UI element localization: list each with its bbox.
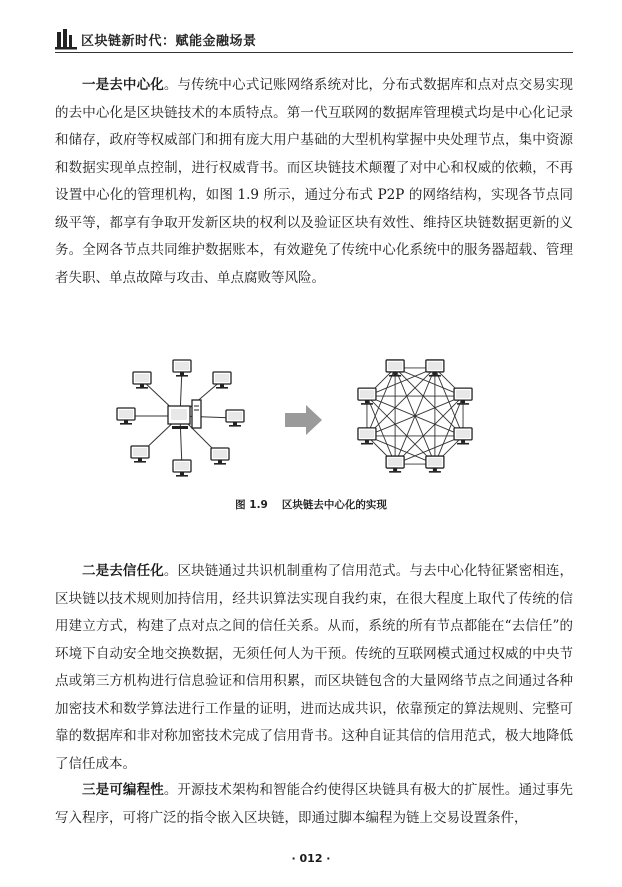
paragraph-body: 。开源技术架构和智能合约使得区块链具有极大的扩展性。通过事先写入程序，可将广泛的指令嵌入区块链，即通过脚本编程为链上交易设置条件，: [55, 782, 574, 826]
peer-computer-icon: [426, 456, 444, 473]
peer-connection-line: [395, 368, 463, 436]
figure-title: 区块链去中心化的实现: [281, 499, 387, 511]
paragraph-body: 。与传统中心式记账网络系统对比，分布式数据库和点对点交易实现的去中心化是区块链技术的本质特点。第一代互联网的数据库管理模式均是中心化记录和储存，政府等权威部门和拥有庞大用户基础的大型机构掌握中央处理节点，集中资源和数据实现单点控制，进行权威背书。而区块链技术颠覆了对中心和权威的依赖，不再设置中心化的管理机构，如图 1.9 所示，通过分布式 P2P 的网络结构，实现各节点同级平等，都享有争取开发新区块的权利以及验证区块有效性、维持区块链数据更新的义务。全网各节点共同维护数据账本，有效避免了传统中心化系统中的服务器超载、管理者失职、单点故障与攻击、单点腐败等风险。: [55, 77, 574, 286]
arrow-right-icon: [285, 405, 322, 435]
page-number: · 012 ·: [291, 852, 331, 865]
centralized-network-diagram: [117, 360, 244, 477]
decentralized-network-diagram: [358, 360, 472, 473]
figure-caption: [0, 497, 622, 512]
central-server-icon: [168, 400, 201, 429]
peer-connection-line: [367, 368, 435, 436]
decentralization-figure: [110, 350, 510, 480]
book-logo-icon: [55, 28, 77, 50]
paragraph-trustless: [55, 558, 573, 778]
peer-computer-icon: [386, 456, 404, 473]
running-header: [55, 22, 575, 56]
header-rule: [55, 52, 573, 53]
paragraph-lead: 三是可编程性: [82, 782, 164, 798]
paragraph-lead: 一是去中心化: [82, 77, 164, 93]
paragraph-body: 。区块链通过共识机制重构了信用范式。与去中心化特征紧密相连，区块链以技术规则加持信用，经共识算法实现自我约束，在很大程度上取代了传统的信用建立方式，构建了点对点之间的信任关系。从而，系统的所有节点都能在“去信任”的环境下自动安全地交换数据，无须任何人为干预。传统的互联网模式通过权威的中央节点或第三方机构进行信息验证和信用积累，而区块链包含的大量网络节点之间通过各种加密技术和数学算法进行工作量的证明，进而达成共识，依靠预定的算法规则、完整可靠的数据库和非对称加密技术完成了信用背书。这种自证其信的信用范式，极大地降低了信任成本。: [55, 563, 574, 772]
paragraph-decentralization: [55, 72, 573, 292]
book-title: 区块链新时代：赋能金融场景: [81, 34, 257, 49]
peer-connection-line: [395, 396, 463, 464]
paragraph-programmability: [55, 777, 573, 832]
peer-connection-line: [367, 396, 435, 464]
paragraph-lead: 二是去信任化: [82, 563, 164, 579]
figure-number: 图 1.9: [235, 499, 268, 511]
